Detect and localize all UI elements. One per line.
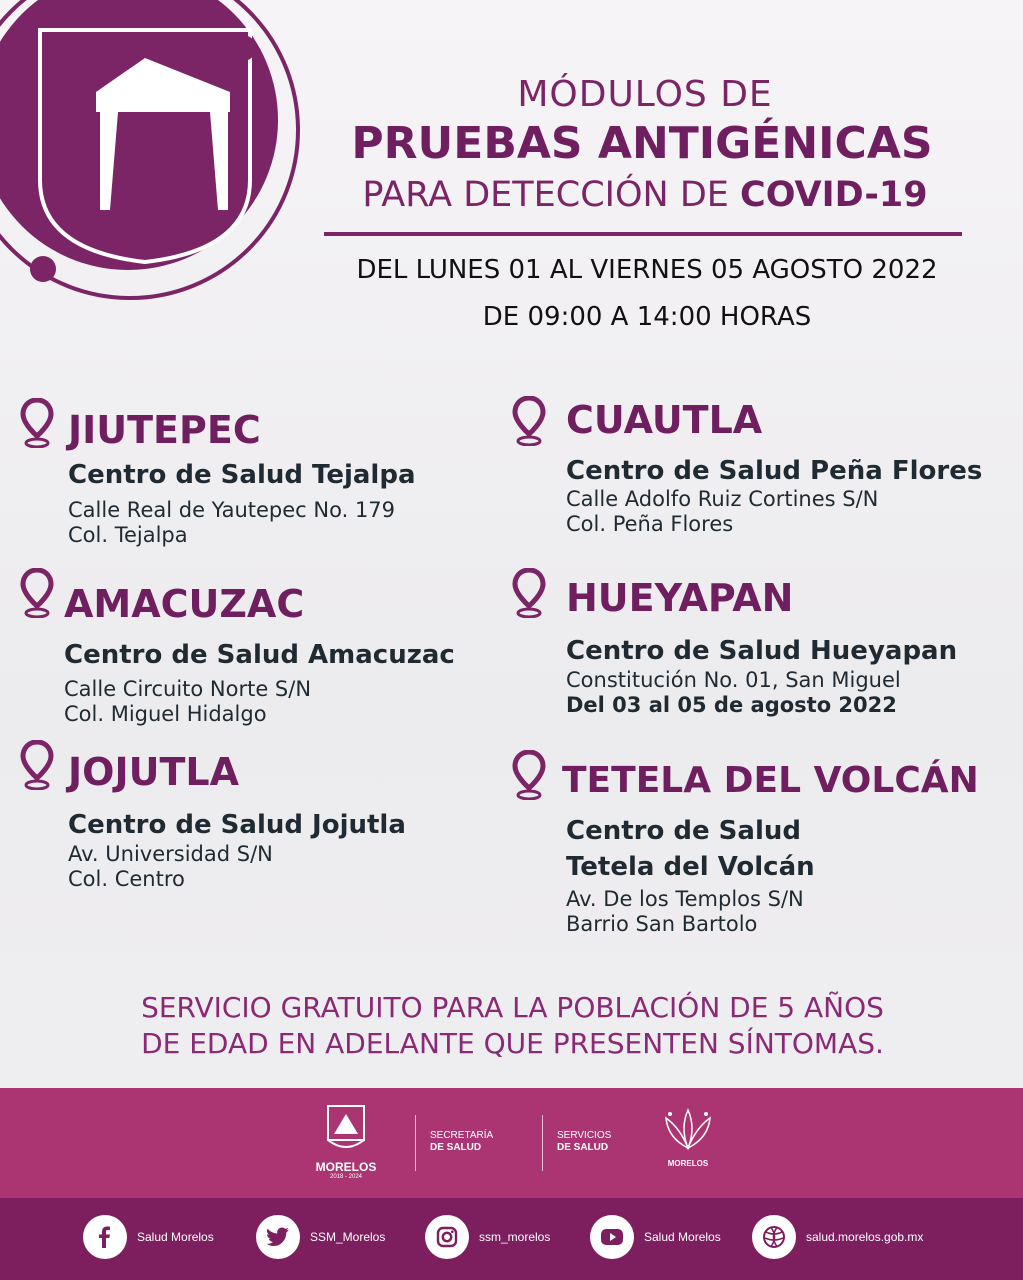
service-line-1: SERVICIO GRATUITO PARA LA POBLACIÓN DE 5 AÑOS	[141, 991, 884, 1024]
map-pin-icon	[512, 396, 546, 446]
title-line-3-bold: COVID-19	[740, 175, 928, 215]
morelos-brand-name: MORELOS	[667, 1159, 709, 1168]
location-address: Calle Real de Yautepec No. 179	[68, 498, 396, 522]
social-label: salud.morelos.gob.mx	[806, 1230, 924, 1244]
secretaria-line-2: DE SALUD	[430, 1142, 482, 1153]
map-pin-icon	[512, 568, 546, 618]
location-name: JIUTEPEC	[68, 408, 261, 452]
flower-icon	[658, 1108, 718, 1154]
footer-divider	[542, 1115, 543, 1171]
location-center: Centro de Salud Hueyapan	[566, 636, 958, 666]
location-address: Calle Adolfo Ruiz Cortines S/N	[566, 487, 879, 511]
morelos-logo-name: MORELOS	[315, 1160, 377, 1174]
globe-icon	[752, 1215, 796, 1259]
location-colony: Col. Miguel Hidalgo	[64, 702, 267, 726]
map-pin-icon	[20, 568, 54, 618]
logo-dot-top	[230, 35, 256, 61]
location-dates: Del 03 al 05 de agosto 2022	[566, 693, 897, 717]
service-note	[60, 990, 965, 1062]
title-line-2: PRUEBAS ANTIGÉNICAS	[351, 118, 933, 169]
social-facebook[interactable]	[83, 1215, 214, 1259]
social-youtube[interactable]	[590, 1215, 721, 1259]
location-colony: Barrio San Bartolo	[566, 912, 758, 936]
morelos-logo-years: 2018 - 2024	[329, 1174, 363, 1180]
location-address: Av. De los Templos S/N	[566, 887, 804, 911]
morelos-brand-logo	[652, 1108, 724, 1169]
service-line-2: DE EDAD EN ADELANTE QUE PRESENTEN SÍNTOMAS.	[141, 1027, 884, 1060]
location-colony: Col. Tejalpa	[68, 523, 188, 547]
location-name: CUAUTLA	[566, 398, 763, 442]
secretaria-logo	[430, 1130, 493, 1154]
map-pin-icon	[512, 750, 546, 800]
title-line-3-prefix: PARA DETECCIÓN DE	[362, 175, 729, 215]
location-center: Centro de Salud Jojutla	[68, 810, 406, 840]
title-line-3	[330, 175, 960, 215]
location-address: Av. Universidad S/N	[68, 842, 273, 866]
logo-dot-bottom	[30, 256, 56, 282]
location-address: Constitución No. 01, San Miguel	[566, 668, 901, 692]
location-center: Centro de Salud Peña Flores	[566, 456, 983, 486]
title-divider	[324, 232, 962, 236]
shield-icon	[324, 1104, 368, 1156]
location-colony: Col. Centro	[68, 867, 185, 891]
location-name: HUEYAPAN	[566, 576, 794, 620]
social-label: SSM_Morelos	[310, 1230, 386, 1244]
location-center: Centro de Salud	[566, 816, 801, 846]
location-center: Centro de Salud Tejalpa	[68, 460, 416, 490]
location-colony: Col. Peña Flores	[566, 512, 734, 536]
location-name: TETELA DEL VOLCÁN	[562, 760, 979, 801]
social-label: Salud Morelos	[644, 1230, 721, 1244]
social-website[interactable]	[752, 1215, 923, 1259]
social-label: Salud Morelos	[137, 1230, 214, 1244]
date-range: DEL LUNES 01 AL VIERNES 05 AGOSTO 2022	[356, 255, 938, 285]
servicios-logo	[557, 1130, 611, 1154]
secretaria-line-1: SECRETARÍA	[430, 1130, 494, 1141]
title-line-1: MÓDULOS DE	[517, 74, 773, 115]
location-name: AMACUZAC	[64, 582, 305, 626]
social-label: ssm_morelos	[479, 1230, 551, 1244]
location-center-2: Tetela del Volcán	[566, 852, 815, 882]
social-twitter[interactable]	[256, 1215, 385, 1259]
hours: DE 09:00 A 14:00 HORAS	[482, 302, 812, 332]
youtube-icon	[590, 1215, 634, 1259]
servicios-line-1: SERVICIOS	[557, 1130, 612, 1141]
footer-logos-bar	[0, 1088, 1023, 1198]
location-center: Centro de Salud Amacuzac	[64, 640, 455, 670]
social-instagram[interactable]	[425, 1215, 550, 1259]
morelos-shield-logo	[308, 1104, 384, 1182]
instagram-icon	[425, 1215, 469, 1259]
map-pin-icon	[20, 740, 54, 790]
header-logo	[0, 0, 320, 320]
location-address: Calle Circuito Norte S/N	[64, 677, 312, 701]
footer-divider	[415, 1115, 416, 1171]
twitter-icon	[256, 1215, 300, 1259]
facebook-icon	[83, 1215, 127, 1259]
map-pin-icon	[20, 398, 54, 448]
location-name: JOJUTLA	[68, 750, 239, 794]
servicios-line-2: DE SALUD	[557, 1142, 609, 1153]
